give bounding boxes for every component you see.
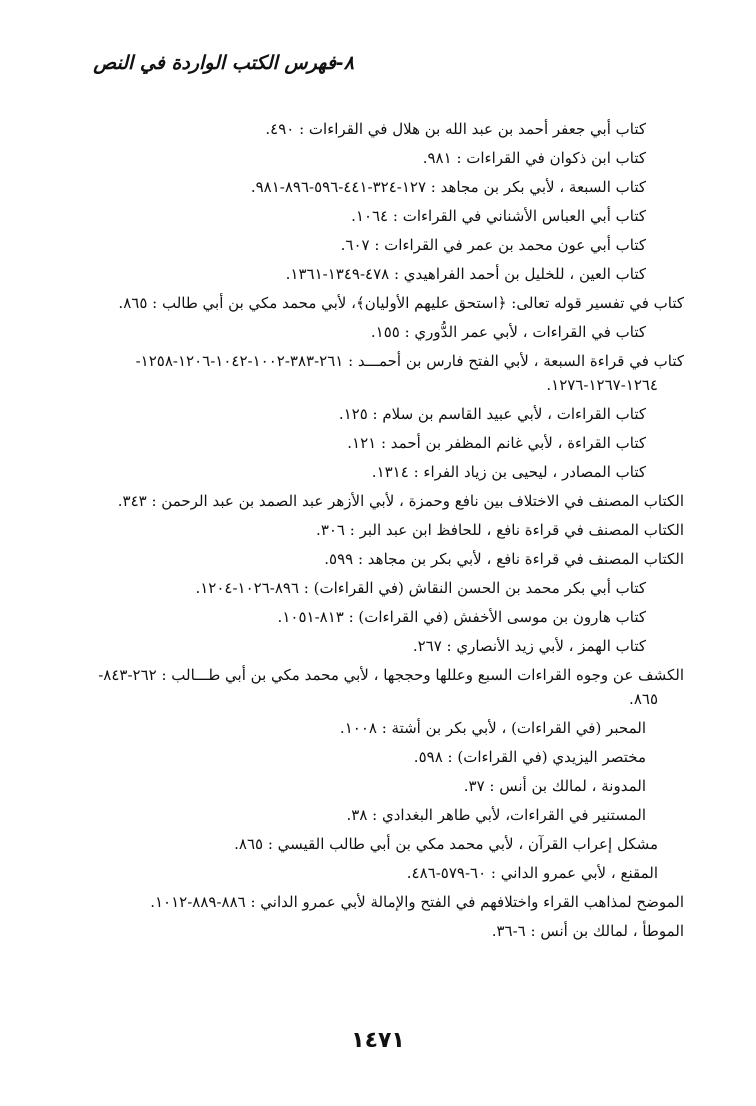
index-entry: كتاب القراءة ، لأبي غانم المظفر بن أحمد : ١٢١.: [347, 434, 646, 452]
index-entry: كتاب ابن ذكوان في القراءات : ٩٨١.: [422, 149, 646, 167]
index-entry: كتاب القراءات ، لأبي عبيد القاسم بن سلام : ١٢٥.: [338, 405, 646, 423]
index-entry-continuation: ٨٦٥.: [629, 690, 658, 708]
index-entry: المدونة ، لمالك بن أنس : ٣٧.: [463, 777, 646, 795]
index-entry: كتاب في القراءات ، لأبي عمر الدُّوري : ١٥٥.: [370, 323, 646, 341]
index-entry: مشكل إعراب القرآن ، لأبي محمد مكي بن أبي طالب القيسي : ٨٦٥.: [234, 835, 658, 853]
index-entry: كتاب أبي عون محمد بن عمر في القراءات : ٦٠٧.: [340, 236, 646, 254]
page-number: ١٤٧١: [351, 1028, 405, 1053]
index-entry: مختصر اليزيدي (في القراءات) : ٥٩٨.: [413, 748, 646, 766]
index-entry: كتاب الهمز ، لأبي زيد الأنصاري : ٢٦٧.: [412, 637, 646, 655]
index-entry: الموطأ ، لمالك بن أنس : ٦-٣٦.: [491, 922, 684, 940]
index-entry: الكشف عن وجوه القراءات السبع وعللها وحججها ، لأبي محمد مكي بن أبي طـــالب : ٢٦٢-٨٤٣-: [98, 666, 684, 684]
book-index-list: [46, 118, 684, 940]
page-heading: ٨-فهرس الكتب الواردة في النص: [93, 52, 354, 74]
index-entry: كتاب أبي جعفر أحمد بن عبد الله بن هلال في القراءات : ٤٩٠.: [265, 120, 646, 138]
index-entry: المستنير في القراءات، لأبي طاهر البغدادي : ٣٨.: [346, 806, 646, 824]
index-entry: الكتاب المصنف في قراءة نافع ، لأبي بكر بن مجاهد : ٥٩٩.: [324, 550, 684, 568]
index-entry: المحبر (في القراءات) ، لأبي بكر بن أشتة : ١٠٠٨.: [339, 719, 646, 737]
index-entry: الكتاب المصنف في الاختلاف بين نافع وحمزة ، لأبي الأزهر عبد الصمد بن عبد الرحمن : ٣٤٣.: [117, 492, 684, 510]
index-entry: كتاب أبي بكر محمد بن الحسن النقاش (في القراءات) : ٨٩٦-١٠٢٦-١٢٠٤.: [195, 579, 646, 597]
index-entry: المقنع ، لأبي عمرو الداني : ٦٠-٥٧٩-٤٨٦.: [406, 864, 658, 882]
index-entry: كتاب المصادر ، ليحيى بن زياد الفراء : ١٣١٤.: [371, 463, 646, 481]
index-entry: كتاب السبعة ، لأبي بكر بن مجاهد : ١٢٧-٣٢٤-٤٤١-٥٩٦-٨٩٦-٩٨١.: [250, 178, 646, 196]
index-entry: الموضح لمذاهب القراء واختلافهم في الفتح والإمالة لأبي عمرو الداني : ٨٨٦-٨٨٩-١٠١٢.: [150, 893, 684, 911]
index-entry: الكتاب المصنف في قراءة نافع ، للحافظ ابن عبد البر : ٣٠٦.: [316, 521, 684, 539]
index-entry: كتاب في قراءة السبعة ، لأبي الفتح فارس بن أحمـــد : ٢٦١-٣٨٣-١٠٠٢-١٠٤٢-١٢٠٦-١٢٥٨-: [135, 352, 684, 370]
index-entry: كتاب هارون بن موسى الأخفش (في القراءات) : ٨١٣-١٠٥١.: [277, 608, 646, 626]
index-entry-continuation: ١٢٦٤-١٢٦٧-١٢٧٦.: [546, 376, 658, 394]
index-entry: كتاب العين ، للخليل بن أحمد الفراهيدي : ٤٧٨-١٣٤٩-١٣٦١.: [285, 265, 646, 283]
index-entry: كتاب في تفسير قوله تعالى: ﴿استحق عليهم الأوليان﴾، لأبي محمد مكي بن أبي طالب : ٨٦٥.: [118, 294, 684, 312]
index-entry: كتاب أبي العباس الأشناني في القراءات : ١٠٦٤.: [351, 207, 646, 225]
